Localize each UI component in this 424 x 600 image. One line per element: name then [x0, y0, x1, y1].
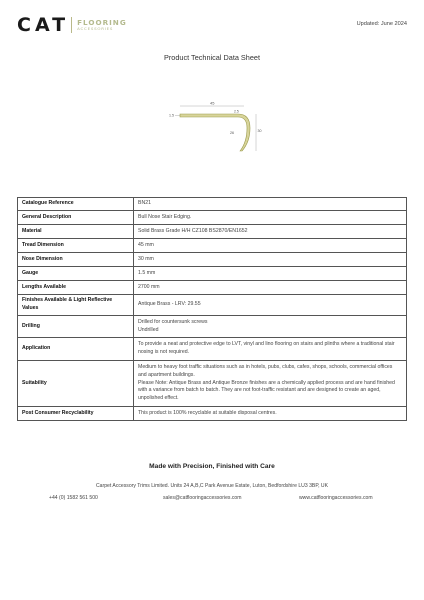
spec-value-line: Drilled for countersunk screws	[138, 318, 208, 325]
logo-divider	[71, 17, 72, 33]
footer-address: Carpet Accessory Trims Limited. Units 24 A,B,C Park Avenue Estate, Luton, Bedfordshire LU3 3BP, UK	[96, 483, 328, 489]
profile-drawing	[168, 98, 268, 154]
height-dimension-label: 30	[257, 129, 262, 133]
table-row	[18, 239, 407, 253]
spec-value-line: Bull Nose Stair Edging.	[138, 213, 192, 220]
spec-value-line: Solid Brass Grade H/H CZ108 BS2870/EN1652	[138, 227, 248, 234]
logo-wordmark: CAT	[17, 13, 70, 36]
spec-value	[134, 361, 407, 407]
spec-label: Tread Dimension	[18, 239, 134, 253]
table-row	[18, 316, 407, 338]
spec-value	[134, 338, 407, 361]
table-row	[18, 267, 407, 281]
spec-value	[134, 239, 407, 253]
spec-value-line: BN21	[138, 200, 151, 207]
spec-label: Gauge	[18, 267, 134, 281]
spec-value	[134, 253, 407, 267]
spec-value	[134, 211, 407, 225]
logo-subtitle	[77, 19, 127, 31]
spec-label: Lengths Available	[18, 281, 134, 295]
spec-table	[17, 197, 407, 421]
updated-date: Updated: June 2024	[356, 21, 407, 27]
table-row	[18, 281, 407, 295]
spec-label: General Description	[18, 211, 134, 225]
spec-value	[134, 198, 407, 211]
table-row	[18, 295, 407, 316]
table-row	[18, 211, 407, 225]
spec-value-line: 30 mm	[138, 255, 154, 262]
logo-accessories-text: ACCESSORIES	[77, 26, 114, 32]
spec-value-line: Undrilled	[138, 326, 159, 333]
spec-label: Post Consumer Recyclability	[18, 407, 134, 421]
spec-label: Suitability	[18, 361, 134, 407]
spec-value	[134, 267, 407, 281]
spec-label: Catalogue Reference	[18, 198, 134, 211]
footer-phone: +44 (0) 1582 561 500	[49, 495, 98, 501]
spec-label: Nose Dimension	[18, 253, 134, 267]
spec-value	[134, 281, 407, 295]
spec-table-body	[18, 198, 407, 421]
lip-dimension-label: 2.5	[234, 109, 239, 114]
width-dimension-label: 45	[210, 100, 215, 106]
spec-value-line: To provide a neat and protective edge to LVT, vinyl and lino flooring on stairs and plinths where a traditional stair nosing is not required.	[138, 341, 395, 355]
spec-value-line: Medium to heavy foot traffic situations such as in hotels, pubs, clubs, cafes, shops, schools, commercial offices and apartment buildings.	[138, 364, 393, 378]
spec-value-line: 1.5 mm	[138, 269, 156, 276]
footer-contacts	[0, 495, 424, 503]
page-header	[0, 0, 424, 44]
gauge-dimension-label: 1.5	[169, 113, 174, 118]
footer-tagline: Made with Precision, Finished with Care	[149, 463, 275, 470]
table-row	[18, 407, 407, 421]
spec-value-line: 45 mm	[138, 241, 154, 248]
spec-label: Material	[18, 225, 134, 239]
footer-website-link[interactable]: www.catflooringaccessories.com	[299, 495, 373, 501]
spec-value-line: Please Note: Antique Brass and Antique Bronze finishes are a chemically applied process and are hand finished with a variance from batch to batch. They are not foot-traffic resistant and are designed to create an aged, unpolished effect.	[138, 379, 395, 402]
spec-label: Finishes Available & Light Reflective Values	[18, 295, 134, 316]
bull-nose-profile	[180, 114, 250, 151]
cat-logo	[17, 14, 127, 36]
table-row	[18, 338, 407, 361]
footer-email-link[interactable]: sales@catflooringaccessories.com	[163, 495, 242, 501]
spec-value-line: 2700 mm	[138, 283, 160, 290]
radius-dimension-label: 26	[230, 131, 234, 135]
spec-value	[134, 295, 407, 316]
spec-value	[134, 316, 407, 338]
table-row	[18, 253, 407, 267]
page-title: Product Technical Data Sheet	[164, 53, 260, 62]
table-row	[18, 198, 407, 211]
spec-label: Application	[18, 338, 134, 361]
spec-label: Drilling	[18, 316, 134, 338]
spec-value-line: This product is 100% recyclable at suitable disposal centres.	[138, 409, 277, 416]
logo-flooring-text: FLOORING	[77, 17, 127, 27]
spec-value	[134, 407, 407, 421]
table-row	[18, 225, 407, 239]
spec-value	[134, 225, 407, 239]
spec-value-line: Antique Brass - LRV: 29.55	[138, 301, 201, 308]
table-row	[18, 361, 407, 407]
